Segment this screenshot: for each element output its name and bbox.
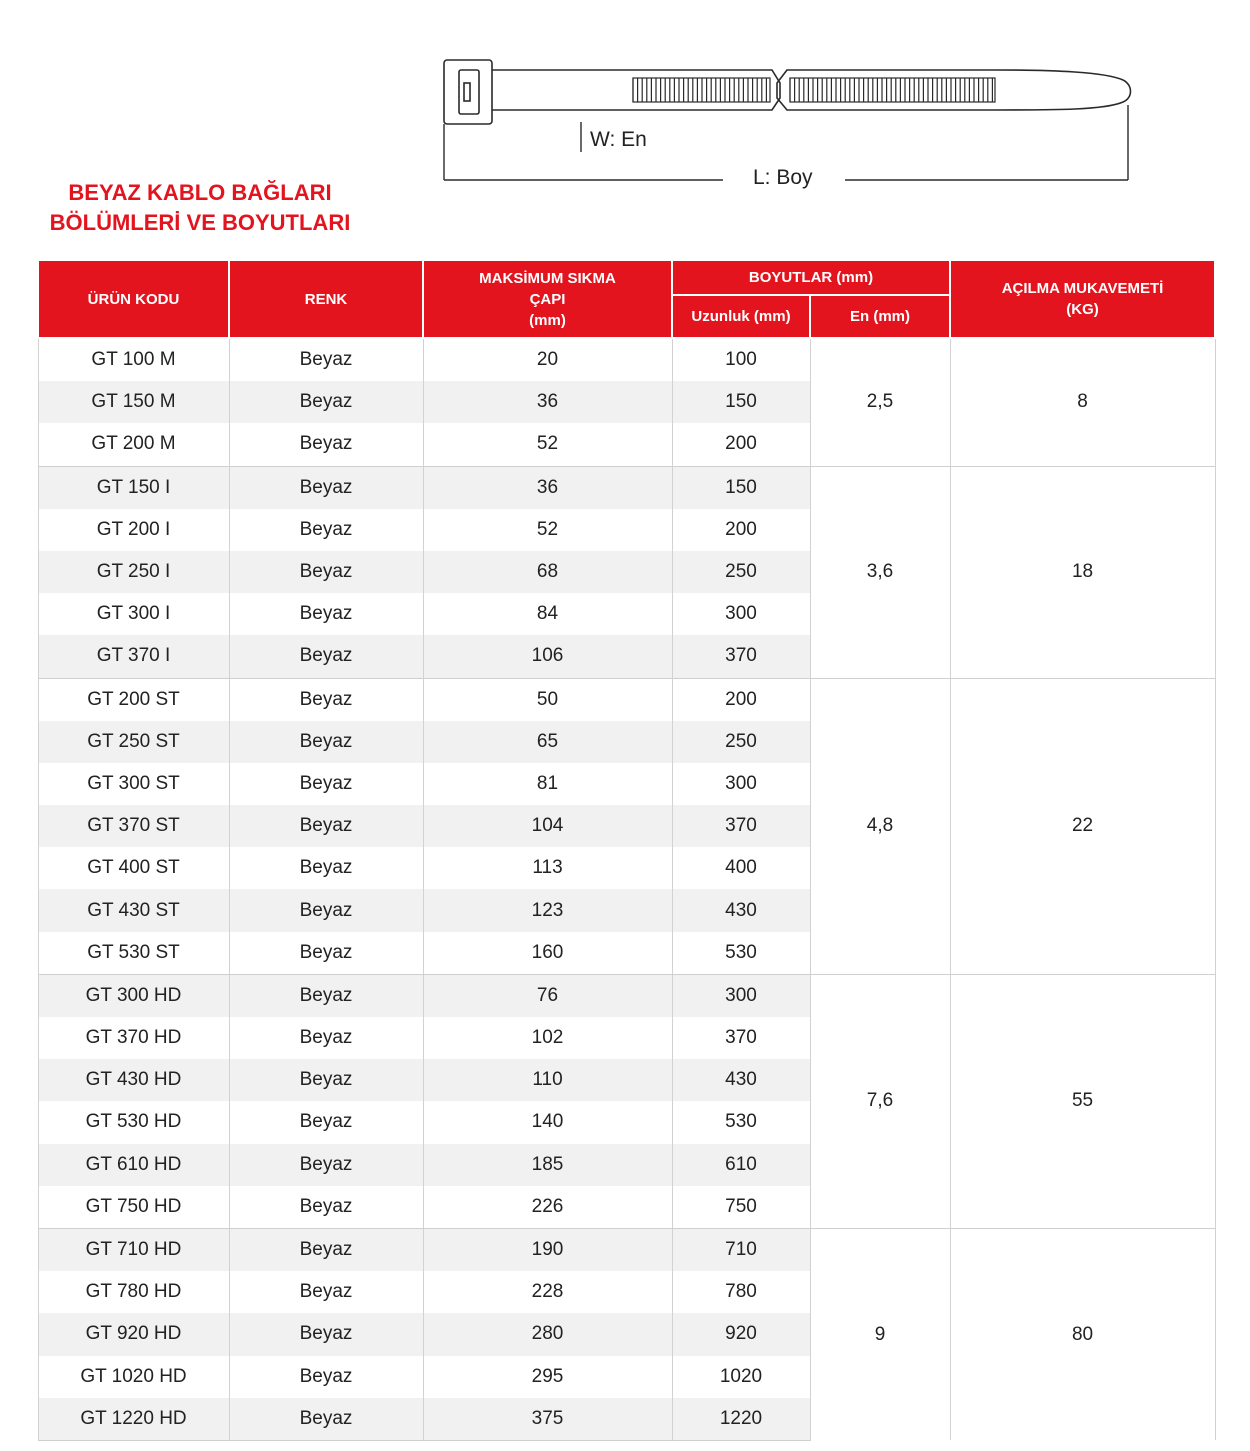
header-max-diameter [423,260,672,338]
strength-cell: 55 [950,974,1215,1228]
product-code-cell: GT 100 M [38,338,229,381]
max-diameter-cell: 68 [423,551,672,593]
header-strength-line-1: AÇILMA MUKAVEMETİ [1001,280,1164,297]
product-code-cell: GT 400 ST [38,847,229,889]
length-cell: 430 [672,1059,810,1101]
width-cell: 7,6 [810,974,950,1228]
max-diameter-cell: 140 [423,1101,672,1143]
page-title-line-2: BÖLÜMLERİ VE BOYUTLARI [49,210,351,235]
length-cell: 300 [672,593,810,635]
product-code-cell: GT 430 HD [38,1059,229,1101]
length-cell: 100 [672,338,810,381]
strength-cell: 18 [950,466,1215,678]
color-cell: Beyaz [229,509,423,551]
length-cell: 200 [672,678,810,721]
length-cell: 250 [672,721,810,763]
max-diameter-cell: 113 [423,847,672,889]
max-diameter-cell: 123 [423,889,672,931]
color-cell: Beyaz [229,1313,423,1355]
color-cell: Beyaz [229,551,423,593]
max-diameter-cell: 84 [423,593,672,635]
strength-cell: 22 [950,678,1215,974]
color-cell: Beyaz [229,847,423,889]
product-code-cell: GT 1220 HD [38,1398,229,1441]
color-cell: Beyaz [229,721,423,763]
header-product-code: ÜRÜN KODU [38,260,229,338]
color-cell: Beyaz [229,466,423,509]
color-cell: Beyaz [229,889,423,931]
header-max-diameter-line-2: ÇAPI [529,290,566,308]
product-code-cell: GT 370 ST [38,805,229,847]
length-cell: 530 [672,932,810,975]
length-cell: 780 [672,1271,810,1313]
product-code-cell: GT 430 ST [38,889,229,931]
max-diameter-cell: 185 [423,1144,672,1186]
product-code-cell: GT 370 I [38,635,229,678]
product-code-cell: GT 300 ST [38,763,229,805]
color-cell: Beyaz [229,678,423,721]
header-length: Uzunluk (mm) [672,295,810,338]
width-cell: 9 [810,1228,950,1440]
product-code-cell: GT 710 HD [38,1228,229,1271]
product-code-cell: GT 200 ST [38,678,229,721]
max-diameter-cell: 228 [423,1271,672,1313]
product-code-cell: GT 200 I [38,509,229,551]
length-cell: 400 [672,847,810,889]
max-diameter-cell: 52 [423,423,672,466]
max-diameter-cell: 76 [423,974,672,1017]
length-cell: 430 [672,889,810,931]
color-cell: Beyaz [229,974,423,1017]
max-diameter-cell: 106 [423,635,672,678]
length-cell: 370 [672,635,810,678]
color-cell: Beyaz [229,381,423,423]
color-cell: Beyaz [229,805,423,847]
color-cell: Beyaz [229,1356,423,1398]
product-code-cell: GT 920 HD [38,1313,229,1355]
length-cell: 300 [672,763,810,805]
header-strength-line-2: (KG) [1066,301,1099,318]
product-code-cell: GT 150 I [38,466,229,509]
max-diameter-cell: 295 [423,1356,672,1398]
max-diameter-cell: 36 [423,381,672,423]
color-cell: Beyaz [229,1017,423,1059]
max-diameter-cell: 81 [423,763,672,805]
length-cell: 200 [672,423,810,466]
product-code-cell: GT 370 HD [38,1017,229,1059]
length-cell: 750 [672,1186,810,1229]
length-cell: 610 [672,1144,810,1186]
table-row [38,974,1215,1017]
length-cell: 200 [672,509,810,551]
length-cell: 1020 [672,1356,810,1398]
color-cell: Beyaz [229,1101,423,1143]
max-diameter-cell: 20 [423,338,672,381]
length-cell: 710 [672,1228,810,1271]
product-code-cell: GT 530 ST [38,932,229,975]
max-diameter-cell: 160 [423,932,672,975]
product-code-cell: GT 530 HD [38,1101,229,1143]
width-label: W: En [590,128,647,151]
color-cell: Beyaz [229,635,423,678]
max-diameter-cell: 36 [423,466,672,509]
product-code-cell: GT 250 ST [38,721,229,763]
strength-cell: 80 [950,1228,1215,1440]
header-width: En (mm) [810,295,950,338]
header-color: RENK [229,260,423,338]
max-diameter-cell: 50 [423,678,672,721]
color-cell: Beyaz [229,1144,423,1186]
color-cell: Beyaz [229,763,423,805]
max-diameter-cell: 226 [423,1186,672,1229]
width-cell: 3,6 [810,466,950,678]
width-cell: 4,8 [810,678,950,974]
length-cell: 370 [672,805,810,847]
max-diameter-cell: 190 [423,1228,672,1271]
length-cell: 1220 [672,1398,810,1441]
product-code-cell: GT 610 HD [38,1144,229,1186]
product-code-cell: GT 750 HD [38,1186,229,1229]
max-diameter-cell: 52 [423,509,672,551]
max-diameter-cell: 280 [423,1313,672,1355]
length-cell: 300 [672,974,810,1017]
length-cell: 150 [672,381,810,423]
table-row [38,678,1215,721]
table-row [38,1228,1215,1271]
product-code-cell: GT 150 M [38,381,229,423]
length-cell: 370 [672,1017,810,1059]
color-cell: Beyaz [229,593,423,635]
color-cell: Beyaz [229,338,423,381]
header-strength [950,260,1215,338]
color-cell: Beyaz [229,1271,423,1313]
length-label: L: Boy [753,166,813,189]
max-diameter-cell: 102 [423,1017,672,1059]
color-cell: Beyaz [229,1398,423,1441]
max-diameter-cell: 104 [423,805,672,847]
max-diameter-cell: 110 [423,1059,672,1101]
color-cell: Beyaz [229,932,423,975]
color-cell: Beyaz [229,423,423,466]
product-code-cell: GT 1020 HD [38,1356,229,1398]
product-code-cell: GT 300 HD [38,974,229,1017]
product-code-cell: GT 200 M [38,423,229,466]
header-max-diameter-line-3: (mm) [529,311,566,329]
strength-cell: 8 [950,338,1215,466]
cable-tie-diagram [435,50,1135,200]
spec-table [37,259,1216,1441]
header-max-diameter-line-1: MAKSİMUM SIKMA [479,269,616,287]
page-title [20,178,380,238]
table-row [38,466,1215,509]
length-cell: 530 [672,1101,810,1143]
header-dimensions: BOYUTLAR (mm) [672,260,950,295]
table-row [38,338,1215,381]
length-cell: 150 [672,466,810,509]
product-code-cell: GT 250 I [38,551,229,593]
length-cell: 250 [672,551,810,593]
color-cell: Beyaz [229,1228,423,1271]
color-cell: Beyaz [229,1186,423,1229]
page-title-line-1: BEYAZ KABLO BAĞLARI [68,180,332,205]
length-cell: 920 [672,1313,810,1355]
max-diameter-cell: 65 [423,721,672,763]
max-diameter-cell: 375 [423,1398,672,1441]
product-code-cell: GT 300 I [38,593,229,635]
color-cell: Beyaz [229,1059,423,1101]
width-cell: 2,5 [810,338,950,466]
product-code-cell: GT 780 HD [38,1271,229,1313]
